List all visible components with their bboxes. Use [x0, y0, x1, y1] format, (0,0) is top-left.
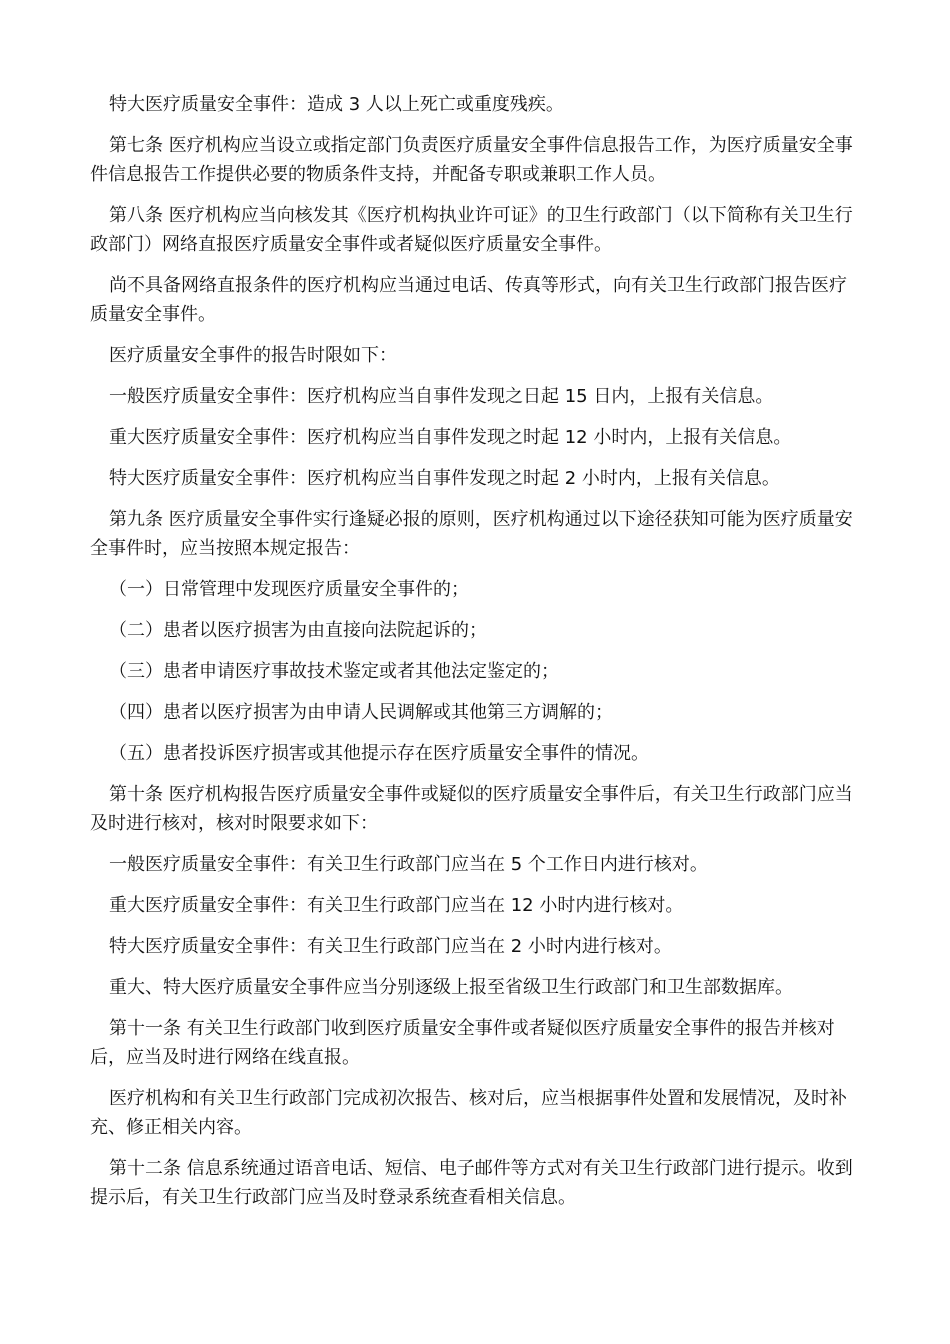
paragraph-general-deadline: 一般医疗质量安全事件：医疗机构应当自事件发现之日起 15 日内，上报有关信息。	[109, 386, 774, 407]
paragraph-article-10: 第十条 医疗机构报告医疗质量安全事件或疑似的医疗质量安全事件后，有关卫生行政部门应当及时进行核对，核对时限要求如下：	[90, 784, 853, 834]
paragraph-article-9: 第九条 医疗质量安全事件实行逢疑必报的原则，医疗机构通过以下途径获知可能为医疗质量安全事件时，应当按照本规定报告：	[90, 509, 853, 559]
list-item-2: （二）患者以医疗损害为由直接向法院起诉的；	[109, 620, 487, 641]
paragraph-article-7: 第七条 医疗机构应当设立或指定部门负责医疗质量安全事件信息报告工作，为医疗质量安全事件信息报告工作提供必要的物质条件支持，并配备专职或兼职工作人员。	[90, 135, 853, 185]
paragraph-article-11: 第十一条 有关卫生行政部门收到医疗质量安全事件或者疑似医疗质量安全事件的报告并核对后，应当及时进行网络在线直报。	[90, 1018, 835, 1068]
list-item-4: （四）患者以医疗损害为由申请人民调解或其他第三方调解的；	[109, 702, 613, 723]
paragraph-article-8-alt-report: 尚不具备网络直报条件的医疗机构应当通过电话、传真等形式，向有关卫生行政部门报告医疗质量安全事件。	[90, 275, 847, 325]
paragraph-severe-verify: 特大医疗质量安全事件：有关卫生行政部门应当在 2 小时内进行核对。	[109, 936, 672, 957]
list-item-3: （三）患者申请医疗事故技术鉴定或者其他法定鉴定的；	[109, 661, 559, 682]
paragraph-severe-definition: 特大医疗质量安全事件：造成 3 人以上死亡或重度残疾。	[109, 94, 564, 115]
paragraph-article-11-supplement: 医疗机构和有关卫生行政部门完成初次报告、核对后，应当根据事件处置和发展情况，及时补充、修正相关内容。	[90, 1088, 847, 1138]
paragraph-major-verify: 重大医疗质量安全事件：有关卫生行政部门应当在 12 小时内进行核对。	[109, 895, 684, 916]
list-item-5: （五）患者投诉医疗损害或其他提示存在医疗质量安全事件的情况。	[109, 743, 649, 764]
paragraph-escalation: 重大、特大医疗质量安全事件应当分别逐级上报至省级卫生行政部门和卫生部数据库。	[109, 977, 793, 998]
list-item-1: （一）日常管理中发现医疗质量安全事件的；	[109, 579, 469, 600]
paragraph-major-deadline: 重大医疗质量安全事件：医疗机构应当自事件发现之时起 12 小时内，上报有关信息。	[109, 427, 792, 448]
paragraph-report-deadline-intro: 医疗质量安全事件的报告时限如下：	[109, 345, 397, 366]
paragraph-severe-deadline: 特大医疗质量安全事件：医疗机构应当自事件发现之时起 2 小时内，上报有关信息。	[109, 468, 780, 489]
paragraph-article-8: 第八条 医疗机构应当向核发其《医疗机构执业许可证》的卫生行政部门（以下简称有关卫生行政部门）网络直报医疗质量安全事件或者疑似医疗质量安全事件。	[90, 205, 853, 255]
paragraph-article-12: 第十二条 信息系统通过语音电话、短信、电子邮件等方式对有关卫生行政部门进行提示。收到提示后，有关卫生行政部门应当及时登录系统查看相关信息。	[90, 1158, 853, 1208]
paragraph-general-verify: 一般医疗质量安全事件：有关卫生行政部门应当在 5 个工作日内进行核对。	[109, 854, 708, 875]
